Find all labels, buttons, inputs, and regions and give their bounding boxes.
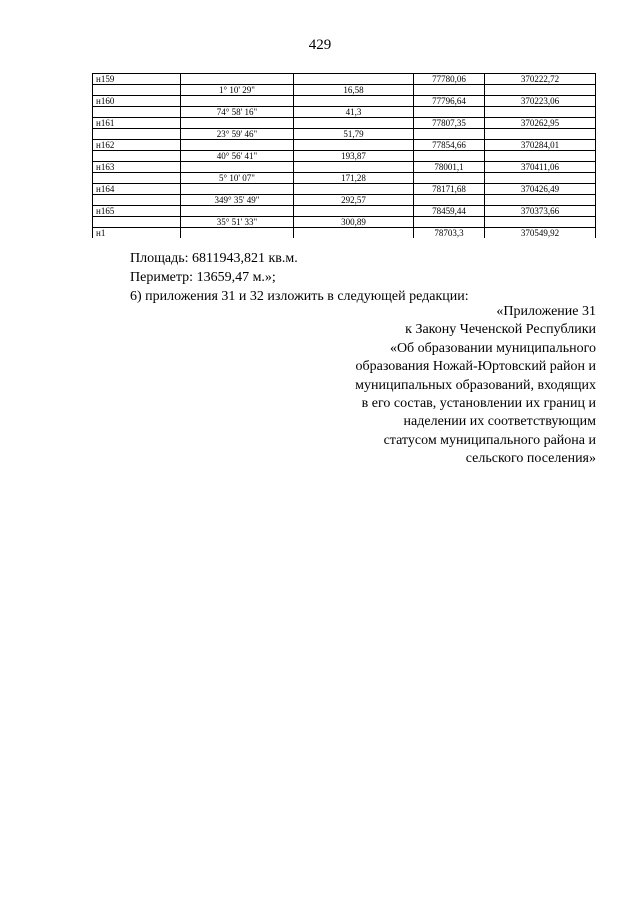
table-cell: 77796,64: [414, 96, 485, 107]
table-row: [93, 195, 596, 206]
table-cell: 5° 10' 07": [181, 173, 294, 184]
table-row: [93, 96, 596, 107]
table-cell: [485, 107, 596, 118]
table-cell: [485, 173, 596, 184]
table-cell: 78703,3: [414, 228, 485, 239]
table-cell: [485, 151, 596, 162]
table-row: [93, 140, 596, 151]
table-cell: [414, 217, 485, 228]
table-cell: [294, 118, 414, 129]
table-cell: н160: [93, 96, 181, 107]
table-cell: 370284,01: [485, 140, 596, 151]
table-cell: [181, 140, 294, 151]
table-cell: 41,3: [294, 107, 414, 118]
table-cell: 370426,49: [485, 184, 596, 195]
table-cell: [414, 151, 485, 162]
perimeter-text: Периметр: 13659,47 м.»;: [130, 270, 276, 285]
table-cell: [414, 195, 485, 206]
table-cell: [485, 195, 596, 206]
table-cell: 16,58: [294, 85, 414, 96]
table-cell: [414, 107, 485, 118]
table-cell: [181, 184, 294, 195]
table-cell: [181, 206, 294, 217]
table-cell: [414, 173, 485, 184]
table-cell: н161: [93, 118, 181, 129]
table-row: [93, 85, 596, 96]
area-text: Площадь: 6811943,821 кв.м.: [130, 251, 298, 266]
table-cell: [294, 96, 414, 107]
table-cell: [181, 118, 294, 129]
table-cell: 1° 10' 29": [181, 85, 294, 96]
table-row: [93, 173, 596, 184]
table-cell: [93, 129, 181, 140]
table-cell: н164: [93, 184, 181, 195]
table-cell: 35° 51' 33": [181, 217, 294, 228]
table-cell: [93, 107, 181, 118]
table-row: [93, 206, 596, 217]
table-cell: [294, 140, 414, 151]
table-cell: [485, 85, 596, 96]
table-cell: [181, 228, 294, 239]
table-cell: [181, 96, 294, 107]
table-cell: 370373,66: [485, 206, 596, 217]
appendix-line: наделении их соответствующим: [403, 414, 596, 430]
table-cell: н163: [93, 162, 181, 173]
appendix-line: статусом муниципального района и: [383, 432, 596, 448]
table-cell: 193,87: [294, 151, 414, 162]
table-cell: 78001,1: [414, 162, 485, 173]
table-cell: 51,79: [294, 129, 414, 140]
table-cell: н165: [93, 206, 181, 217]
appendix-line: «Приложение 31: [496, 304, 596, 319]
table-cell: [181, 74, 294, 85]
table-cell: 370223,06: [485, 96, 596, 107]
table-cell: [93, 195, 181, 206]
appendix-line: в его состав, установлении их границ и: [361, 396, 596, 412]
table-cell: [294, 162, 414, 173]
table-cell: [294, 184, 414, 195]
table-cell: [93, 217, 181, 228]
table-cell: н1: [93, 228, 181, 239]
table-row: [93, 129, 596, 140]
appendix-line: сельского поселения»: [465, 451, 596, 467]
table-row: [93, 151, 596, 162]
table-cell: 292,57: [294, 195, 414, 206]
table-cell: 23° 59' 46": [181, 129, 294, 140]
table-cell: 74° 58' 16": [181, 107, 294, 118]
table-cell: [485, 217, 596, 228]
table-cell: 370549,92: [485, 228, 596, 239]
table-cell: 78171,68: [414, 184, 485, 195]
table-cell: [93, 173, 181, 184]
table-cell: 77807,35: [414, 118, 485, 129]
appendix-line: к Закону Чеченской Республики: [405, 322, 596, 338]
table-row: [93, 162, 596, 173]
table-cell: н159: [93, 74, 181, 85]
table-cell: 349° 35' 49": [181, 195, 294, 206]
table-cell: [414, 129, 485, 140]
table-cell: 40° 56' 41": [181, 151, 294, 162]
table-row: [93, 74, 596, 85]
table-cell: 171,28: [294, 173, 414, 184]
table-cell: 370222,72: [485, 74, 596, 85]
table-cell: [93, 151, 181, 162]
table-row: [93, 228, 596, 239]
appendix-line: образования Ножай-Юртовский район и: [355, 359, 596, 375]
table-cell: [485, 129, 596, 140]
appendix-line: муниципальных образований, входящих: [355, 377, 596, 393]
table-row: [93, 107, 596, 118]
table-cell: 370262,95: [485, 118, 596, 129]
table-cell: 300,89: [294, 217, 414, 228]
table-cell: н162: [93, 140, 181, 151]
table-cell: [414, 85, 485, 96]
table-cell: [181, 162, 294, 173]
appendix-line: «Об образовании муниципального: [389, 340, 596, 356]
page-number: 429: [308, 37, 332, 53]
table-cell: [294, 206, 414, 217]
table-cell: [93, 85, 181, 96]
table-row: [93, 184, 596, 195]
amendment-item-6: 6) приложения 31 и 32 изложить в следующей редакции:: [130, 289, 469, 304]
table-cell: [294, 228, 414, 239]
table-cell: [294, 74, 414, 85]
appendix-heading: [256, 303, 596, 469]
table-cell: 77780,06: [414, 74, 485, 85]
coordinates-table: [92, 73, 596, 238]
table-cell: 370411,06: [485, 162, 596, 173]
table-cell: 77854,66: [414, 140, 485, 151]
table-cell: 78459,44: [414, 206, 485, 217]
table-row: [93, 217, 596, 228]
table-row: [93, 118, 596, 129]
